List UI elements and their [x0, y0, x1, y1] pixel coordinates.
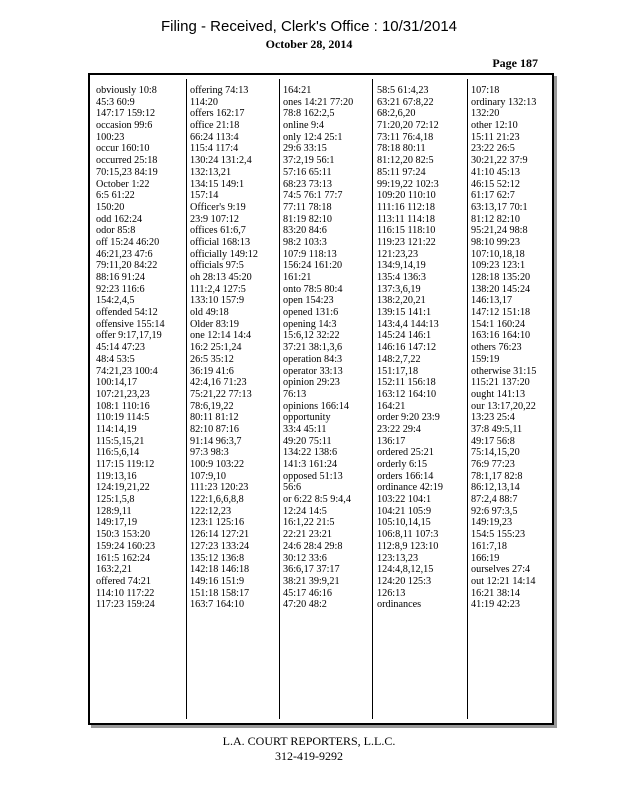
index-line: 159:24 160:23	[96, 540, 156, 552]
column-divider	[372, 79, 373, 719]
index-line: 78:8 162:2,5	[283, 108, 335, 120]
index-line: 6:5 61:22	[96, 190, 135, 202]
index-line: 139:15 141:1	[377, 307, 432, 319]
index-line: occurred 25:18	[96, 155, 158, 167]
index-line: 159:19	[471, 353, 500, 365]
index-line: 47:20 48:2	[283, 599, 327, 611]
index-line: 83:20 84:6	[283, 225, 327, 237]
index-line: 86:12,13,14	[471, 482, 520, 494]
index-line: officials 97:5	[190, 260, 244, 272]
index-line: 76:13	[283, 388, 307, 400]
index-line: 68:2,6,20	[377, 108, 416, 120]
index-line: one 12:14 14:4	[190, 330, 252, 342]
index-line: 88:16 91:24	[96, 272, 145, 283]
index-line: 134:9,14,19	[377, 260, 426, 272]
index-line: 100:9 103:22	[190, 459, 245, 470]
index-line: 163:16 164:10	[471, 330, 531, 342]
index-line: 127:23 133:24	[190, 540, 250, 552]
index-line: 78:1,17 82:8	[471, 470, 523, 482]
index-line: 58:5 61:4,23	[377, 85, 429, 96]
index-line: 136:17	[377, 435, 406, 447]
index-line: 161:7,18	[471, 540, 507, 552]
index-line: 82:10 87:16	[190, 423, 239, 435]
index-line: 13:23 25:4	[471, 412, 515, 424]
index-line: out 12:21 14:14	[471, 575, 536, 587]
index-line: 110:19 114:5	[96, 412, 150, 424]
index-line: 99:19,22 102:3	[377, 178, 439, 190]
index-column-5	[471, 85, 551, 719]
index-line: 138:20 145:24	[471, 283, 531, 295]
index-line: 108:1 110:16	[96, 400, 150, 412]
index-line: 66:24 113:4	[190, 131, 239, 143]
index-line: 76:9 77:23	[471, 459, 515, 470]
index-line: 124:4,8,12,15	[377, 564, 434, 576]
index-line: 132:13,21	[190, 166, 232, 178]
index-line: 126:14 127:21	[190, 529, 250, 541]
index-column-2	[190, 85, 277, 719]
index-line: 41:10 45:13	[471, 166, 520, 178]
index-line: 137:3,6,19	[377, 283, 421, 295]
index-line: 103:22 104:1	[377, 494, 432, 506]
index-line: 149:17,19	[96, 517, 138, 529]
index-line: 161:5 162:24	[96, 552, 151, 564]
index-line: 75:14,15,20	[471, 447, 520, 459]
index-line: 56:6	[283, 482, 302, 494]
index-line: 105:10,14,15	[377, 517, 431, 529]
index-line: 100:23	[96, 131, 125, 143]
index-line: 123:13,23	[377, 552, 419, 564]
index-line: 98:2 103:3	[283, 236, 327, 248]
index-line: 79:11,20 84:22	[96, 260, 158, 272]
index-line: online 9:4	[283, 120, 325, 132]
index-line: 154:1 160:24	[471, 318, 526, 330]
index-line: 122:12,23	[190, 505, 232, 517]
index-line: orders 166:14	[377, 470, 434, 482]
index-line: 164:21	[377, 400, 406, 412]
index-line: 145:24 146:1	[377, 330, 432, 342]
index-line: 37:2,19 56:1	[283, 155, 335, 167]
index-line: 33:4 45:11	[283, 423, 327, 435]
index-line: 111:23 120:23	[190, 482, 249, 494]
index-line: 113:11 114:18	[377, 213, 436, 225]
index-line: 157:14	[190, 190, 219, 202]
index-line: offers 162:17	[190, 108, 245, 120]
index-line: 149:19,23	[471, 517, 513, 529]
index-line: 163:12 164:10	[377, 388, 437, 400]
index-line: 15:11 21:23	[471, 131, 520, 143]
index-line: 151:18 158:17	[190, 587, 250, 599]
index-line: other 12:10	[471, 120, 518, 132]
index-line: 45:17 46:16	[283, 587, 332, 599]
index-line: 164:21	[283, 85, 312, 96]
index-line: 46:21,23 47:6	[96, 248, 153, 260]
index-line: old 49:18	[190, 307, 229, 319]
index-line: 38:21 39:9,21	[283, 575, 340, 587]
index-line: 106:8,11 107:3	[377, 529, 439, 541]
index-line: 85:11 97:24	[377, 166, 426, 178]
index-line: 133:10 157:9	[190, 295, 245, 307]
index-line: 97:3 98:3	[190, 447, 229, 459]
index-line: 15:6,12 32:22	[283, 330, 340, 342]
index-line: offensive 155:14	[96, 318, 165, 330]
filing-stamp: Filing - Received, Clerk's Office : 10/31/2014	[160, 18, 458, 35]
index-line: 49:20 75:11	[283, 435, 332, 447]
index-line: others 76:23	[471, 342, 522, 354]
index-line: 134:22 138:6	[283, 447, 338, 459]
index-line: 114:20	[190, 96, 218, 108]
index-line: 41:19 42:23	[471, 599, 520, 611]
index-line: 29:6 33:15	[283, 143, 327, 155]
index-line: offering 74:13	[190, 85, 249, 96]
index-line: 135:12 136:8	[190, 552, 245, 564]
index-line: 100:14,17	[96, 377, 138, 389]
index-line: 112:8,9 123:10	[377, 540, 439, 552]
index-line: 115:5,15,21	[96, 435, 145, 447]
index-line: 77:11 78:18	[283, 201, 332, 213]
index-line: 37:8 49:5,11	[471, 423, 523, 435]
word-index-box	[88, 73, 554, 725]
index-line: 92:6 97:3,5	[471, 505, 518, 517]
index-line: October 1:22	[96, 178, 150, 190]
index-line: 63:13,17 70:1	[471, 201, 528, 213]
index-line: 107:9 118:13	[283, 248, 337, 260]
index-line: 92:23 116:6	[96, 283, 145, 295]
index-line: 154:2,4,5	[96, 295, 135, 307]
index-line: 122:1,6,6,8,8	[190, 494, 244, 506]
index-line: operation 84:3	[283, 353, 343, 365]
index-line: opening 14:3	[283, 318, 337, 330]
index-line: 149:16 151:9	[190, 575, 245, 587]
index-line: odd 162:24	[96, 213, 143, 225]
index-line: 70:15,23 84:19	[96, 166, 158, 178]
index-line: 107:21,23,23	[96, 388, 150, 400]
index-line: otherwise 31:15	[471, 365, 537, 377]
index-line: our 13:17,20,22	[471, 400, 536, 412]
index-line: 163:2,21	[96, 564, 132, 576]
index-line: 154:5 155:23	[471, 529, 526, 541]
index-line: 128:9,11	[96, 505, 132, 517]
index-line: 141:3 161:24	[283, 459, 338, 470]
index-line: 117:23 159:24	[96, 599, 155, 611]
index-line: 134:15 149:1	[190, 178, 245, 190]
index-line: 119:23 121:22	[377, 236, 436, 248]
index-line: 109:23 123:1	[471, 260, 526, 272]
index-line: 95:21,24 98:8	[471, 225, 528, 237]
index-line: 156:24 161:20	[283, 260, 343, 272]
index-line: 119:13,16	[96, 470, 137, 482]
index-line: opportunity	[283, 412, 331, 424]
index-line: 116:15 118:10	[377, 225, 436, 237]
index-line: ordered 25:21	[377, 447, 434, 459]
index-line: ordinance 42:19	[377, 482, 443, 494]
index-line: 26:5 35:12	[190, 353, 234, 365]
index-line: 107:10,18,18	[471, 248, 525, 260]
reporter-name: L.A. COURT REPORTERS, L.L.C.	[222, 734, 396, 748]
index-line: 147:12 151:18	[471, 307, 531, 319]
index-line: occasion 99:6	[96, 120, 153, 132]
index-line: 78:6,19,22	[190, 400, 234, 412]
index-line: 115:21 137:20	[471, 377, 530, 389]
index-line: off 15:24 46:20	[96, 236, 160, 248]
index-line: 115:4 117:4	[190, 143, 239, 155]
index-line: 148:2,7,22	[377, 353, 421, 365]
index-line: 30:12 33:6	[283, 552, 327, 564]
index-line: 128:18 135:20	[471, 272, 531, 283]
index-line: ought 141:13	[471, 388, 526, 400]
index-line: only 12:4 25:1	[283, 131, 343, 143]
index-line: 81:12 82:10	[471, 213, 520, 225]
index-line: office 21:18	[190, 120, 240, 132]
index-line: 123:1 125:16	[190, 517, 245, 529]
index-line: 23:9 107:12	[190, 213, 239, 225]
index-line: 16:1,22 21:5	[283, 517, 335, 529]
column-divider	[279, 79, 280, 719]
index-column-3	[283, 85, 371, 719]
index-line: Older 83:19	[190, 318, 239, 330]
index-line: 81:19 82:10	[283, 213, 332, 225]
index-line: 81:12,20 82:5	[377, 155, 434, 167]
index-line: order 9:20 23:9	[377, 412, 440, 424]
index-line: 121:23,23	[377, 248, 419, 260]
index-line: ones 14:21 77:20	[283, 96, 354, 108]
index-line: opened 131:6	[283, 307, 339, 319]
index-line: 166:19	[471, 552, 500, 564]
index-line: offices 61:6,7	[190, 225, 246, 237]
index-line: 98:10 99:23	[471, 236, 520, 248]
index-line: 24:6 28:4 29:8	[283, 540, 343, 552]
index-line: 74:21,23 100:4	[96, 365, 158, 377]
index-line: 45:3 60:9	[96, 96, 135, 108]
index-line: 91:14 96:3,7	[190, 435, 242, 447]
index-line: orderly 6:15	[377, 459, 428, 470]
index-line: 111:16 112:18	[377, 201, 436, 213]
index-line: 71:20,20 72:12	[377, 120, 439, 132]
index-line: operator 33:13	[283, 365, 343, 377]
index-line: 116:5,6,14	[96, 447, 140, 459]
index-line: 111:2,4 127:5	[190, 283, 246, 295]
index-line: 150:20	[96, 201, 125, 213]
index-line: 152:11 156:18	[377, 377, 436, 389]
index-line: 124:19,21,22	[96, 482, 150, 494]
index-line: opposed 51:13	[283, 470, 343, 482]
index-line: 114:14,19	[96, 423, 137, 435]
index-line: 78:18 80:11	[377, 143, 426, 155]
index-line: official 168:13	[190, 236, 251, 248]
index-line: obviously 10:8	[96, 85, 157, 96]
index-line: 150:3 153:20	[96, 529, 151, 541]
index-line: 68:23 73:13	[283, 178, 332, 190]
index-line: 163:7 164:10	[190, 599, 245, 611]
index-line: 16:21 38:14	[471, 587, 520, 599]
index-line: 124:20 125:3	[377, 575, 432, 587]
index-line: 147:17 159:12	[96, 108, 156, 120]
index-line: 57:16 65:11	[283, 166, 332, 178]
index-line: 73:11 76:4,18	[377, 131, 434, 143]
index-line: 61:17 62:7	[471, 190, 515, 202]
index-line: 48:4 53:5	[96, 353, 135, 365]
index-line: odor 85:8	[96, 225, 136, 237]
index-line: 151:17,18	[377, 365, 419, 377]
index-line: onto 78:5 80:4	[283, 283, 343, 295]
reporter-phone: 312-419-9292	[275, 749, 343, 763]
index-line: 114:10 117:22	[96, 587, 155, 599]
index-line: occur 160:10	[96, 143, 150, 155]
index-line: ordinances	[377, 599, 422, 611]
index-line: 146:16 147:12	[377, 342, 437, 354]
index-line: 126:13	[377, 587, 406, 599]
page-number: Page 187	[492, 56, 538, 70]
index-line: open 154:23	[283, 295, 334, 307]
index-line: 42:4,16 71:23	[190, 377, 247, 389]
index-line: 117:15 119:12	[96, 459, 155, 470]
index-line: offer 9:17,17,19	[96, 330, 162, 342]
index-line: 45:14 47:23	[96, 342, 145, 354]
index-line: 23:22 26:5	[471, 143, 515, 155]
index-line: 36:6,17 37:17	[283, 564, 340, 576]
index-line: 49:17 56:8	[471, 435, 515, 447]
index-line: opinions 166:14	[283, 400, 349, 412]
index-line: oh 28:13 45:20	[190, 272, 252, 283]
index-line: 22:21 23:21	[283, 529, 332, 541]
index-line: offered 74:21	[96, 575, 151, 587]
index-line: 74:5 76:1 77:7	[283, 190, 343, 202]
index-line: or 6:22 8:5 9:4,4	[283, 494, 351, 506]
index-line: ourselves 27:4	[471, 564, 531, 576]
index-line: 12:24 14:5	[283, 505, 327, 517]
hearing-date: October 28, 2014	[265, 37, 353, 51]
index-line: 142:18 146:18	[190, 564, 250, 576]
index-line: ordinary 132:13	[471, 96, 537, 108]
index-line: 161:21	[283, 272, 312, 283]
index-line: 75:21,22 77:13	[190, 388, 252, 400]
index-line: 80:11 81:12	[190, 412, 239, 424]
index-line: 132:20	[471, 108, 500, 120]
index-column-4	[377, 85, 465, 719]
index-line: 109:20 110:10	[377, 190, 436, 202]
index-line: 30:21,22 37:9	[471, 155, 528, 167]
index-line: 125:1,5,8	[96, 494, 135, 506]
index-line: 143:4,4 144:13	[377, 318, 439, 330]
index-line: offended 54:12	[96, 307, 158, 319]
index-line: officially 149:12	[190, 248, 258, 260]
index-column-1	[96, 85, 182, 719]
index-line: 104:21 105:9	[377, 505, 432, 517]
index-line: 46:15 52:12	[471, 178, 520, 190]
index-line: opinion 29:23	[283, 377, 340, 389]
index-line: 23:22 29:4	[377, 423, 421, 435]
index-line: 146:13,17	[471, 295, 513, 307]
index-line: 16:2 25:1,24	[190, 342, 242, 354]
column-divider	[467, 79, 468, 719]
index-line: 107:9,10	[190, 470, 226, 482]
index-line: 36:19 41:6	[190, 365, 234, 377]
index-line: 107:18	[471, 85, 500, 96]
index-line: Officer's 9:19	[190, 201, 246, 213]
index-line: 87:2,4 88:7	[471, 494, 518, 506]
index-line: 135:4 136:3	[377, 272, 426, 283]
index-line: 37:21 38:1,3,6	[283, 342, 343, 354]
index-line: 63:21 67:8,22	[377, 96, 434, 108]
column-divider	[186, 79, 187, 719]
index-line: 130:24 131:2,4	[190, 155, 252, 167]
index-line: 138:2,20,21	[377, 295, 426, 307]
